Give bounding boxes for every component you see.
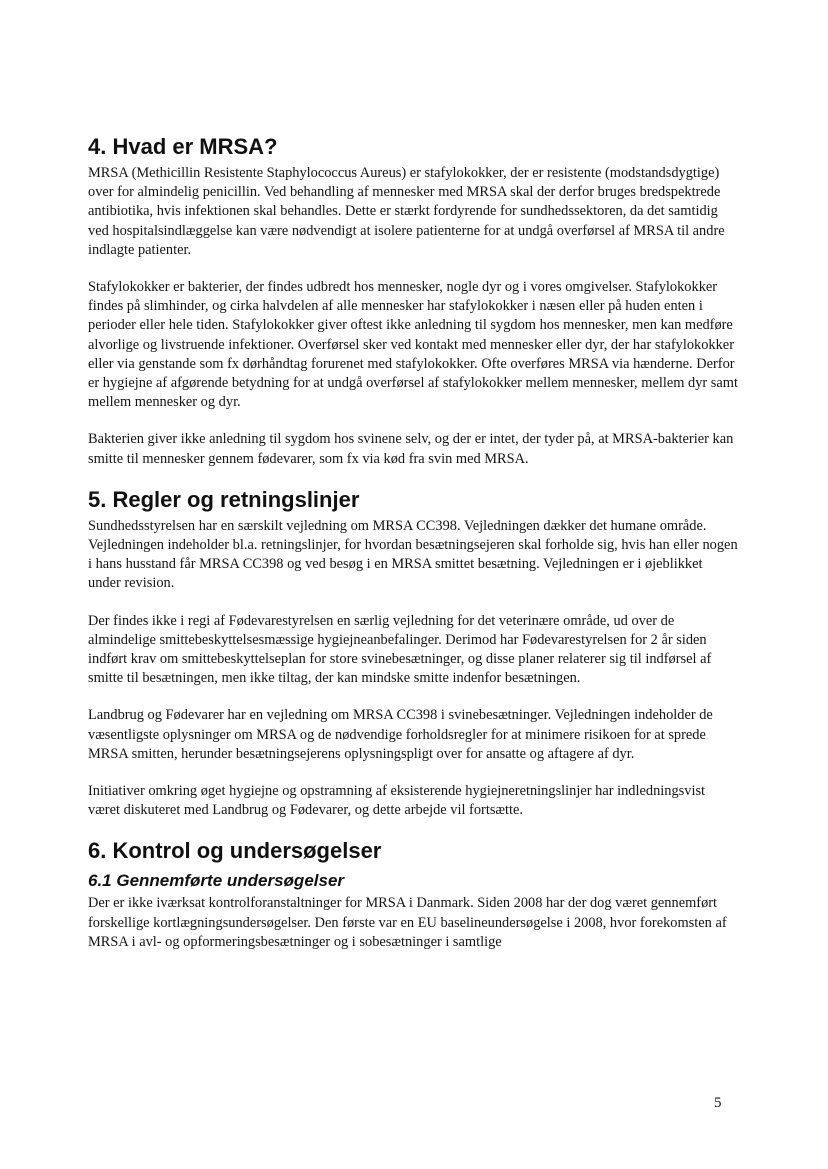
paragraph: MRSA (Methicillin Resistente Staphylococcus Aureus) er stafylokokker, der er resistente (modstandsdygtige) over for almindelig penicillin. Ved behandling af mennesker med MRSA skal der derfor bruges bredspektrede antibiotika, hvis infektionen skal behandles. Dette er stærkt fordyrende for sundhedssektoren, da det samtidig ved hospitalsindlæggelse kan være nødvendigt at isolere patienterne for at undgå overførsel af MRSA til andre indlagte patienter. [88, 165, 725, 258]
paragraph: Stafylokokker er bakterier, der findes udbredt hos mennesker, nogle dyr og i vores omgivelser. Stafylokokker findes på slimhinder, og cirka halvdelen af alle mennesker har stafylokokker i næsen eller på huden enten i perioder eller hele tiden. Stafylokokker giver oftest ikke anledning til sygdom hos mennesker, men kan medføre alvorlige og livstruende infektioner. Overførsel sker ved kontakt med mennesker eller dyr, der har stafylokokker eller via genstande som fx dørhåndtag forurenet med stafylokokker. Ofte overføres MRSA via hænderne. Derfor er hygiejne af afgørende betydning for at undgå overførsel af stafylokokker mellem mennesker, mellem dyr samt mellem mennesker og dyr. [88, 279, 738, 411]
section-control-studies [88, 838, 738, 952]
paragraph: Der er ikke iværksat kontrolforanstaltninger for MRSA i Danmark. Siden 2008 har der dog været gennemført forskellige kortlægningsundersøgelser. Den første var en EU baselineundersøgelse i 2008, hvor forekomsten af MRSA i avl- og opformeringsbesætninger og i sobesætninger i samtlige [88, 895, 727, 950]
paragraph: Landbrug og Fødevarer har en vejledning om MRSA CC398 i svinebesætninger. Vejledningen indeholder de væsentligste oplysninger om MRSA og de nødvendige forholdsregler for at minimere risikoen for at sprede MRSA smitten, herunder besætningsejerens oplysningspligt over for ansatte og aftagere af dyr. [88, 707, 713, 762]
paragraph: Der findes ikke i regi af Fødevarestyrelsen en særlig vejledning for det veterinære område, ud over de almindelige smittebeskyttelsesmæssige hygiejneanbefalinger. Derimod har Fødevarestyrelsen for 2 år siden indført krav om smittebeskyttelseplan for store svinebesætninger, og disse planer relaterer sig til indførsel af smitte til besætningen, men ikke tiltag, der kan mindske smitte indenfor besætningen. [88, 612, 712, 687]
section-heading: 6. Kontrol og undersøgelser [88, 838, 382, 864]
page-number: 5 [714, 1095, 722, 1111]
subsection-heading: 6.1 Gennemførte undersøgelser [88, 871, 345, 891]
page-content [88, 134, 738, 970]
paragraph: Bakterien giver ikke anledning til sygdom hos svinene selv, og der er intet, der tyder på, at MRSA-bakterier kan smitte til mennesker gennem fødevarer, som fx via kød fra svin med MRSA. [88, 431, 734, 467]
section-rules-guidelines [88, 487, 738, 821]
paragraph: Sundhedsstyrelsen har en særskilt vejledning om MRSA CC398. Vejledningen dækker det humane område. Vejledningen indeholder bl.a. retningslinjer, for hvordan besætningsejeren skal forholde sig, hvis han eller nogen i hans husstand får MRSA CC398 og ved besøg i en MRSA smittet besætning. Vejledningen er i øjeblikket under revision. [88, 517, 738, 592]
paragraph: Initiativer omkring øget hygiejne og opstramning af eksisterende hygiejneretningslinjer har indledningsvist været diskuteret med Landbrug og Fødevarer, og dette arbejde vil fortsætte. [88, 783, 706, 819]
section-heading: 5. Regler og retningslinjer [88, 486, 360, 512]
section-heading: 4. Hvad er MRSA? [88, 134, 278, 159]
section-what-is-mrsa [88, 134, 738, 469]
